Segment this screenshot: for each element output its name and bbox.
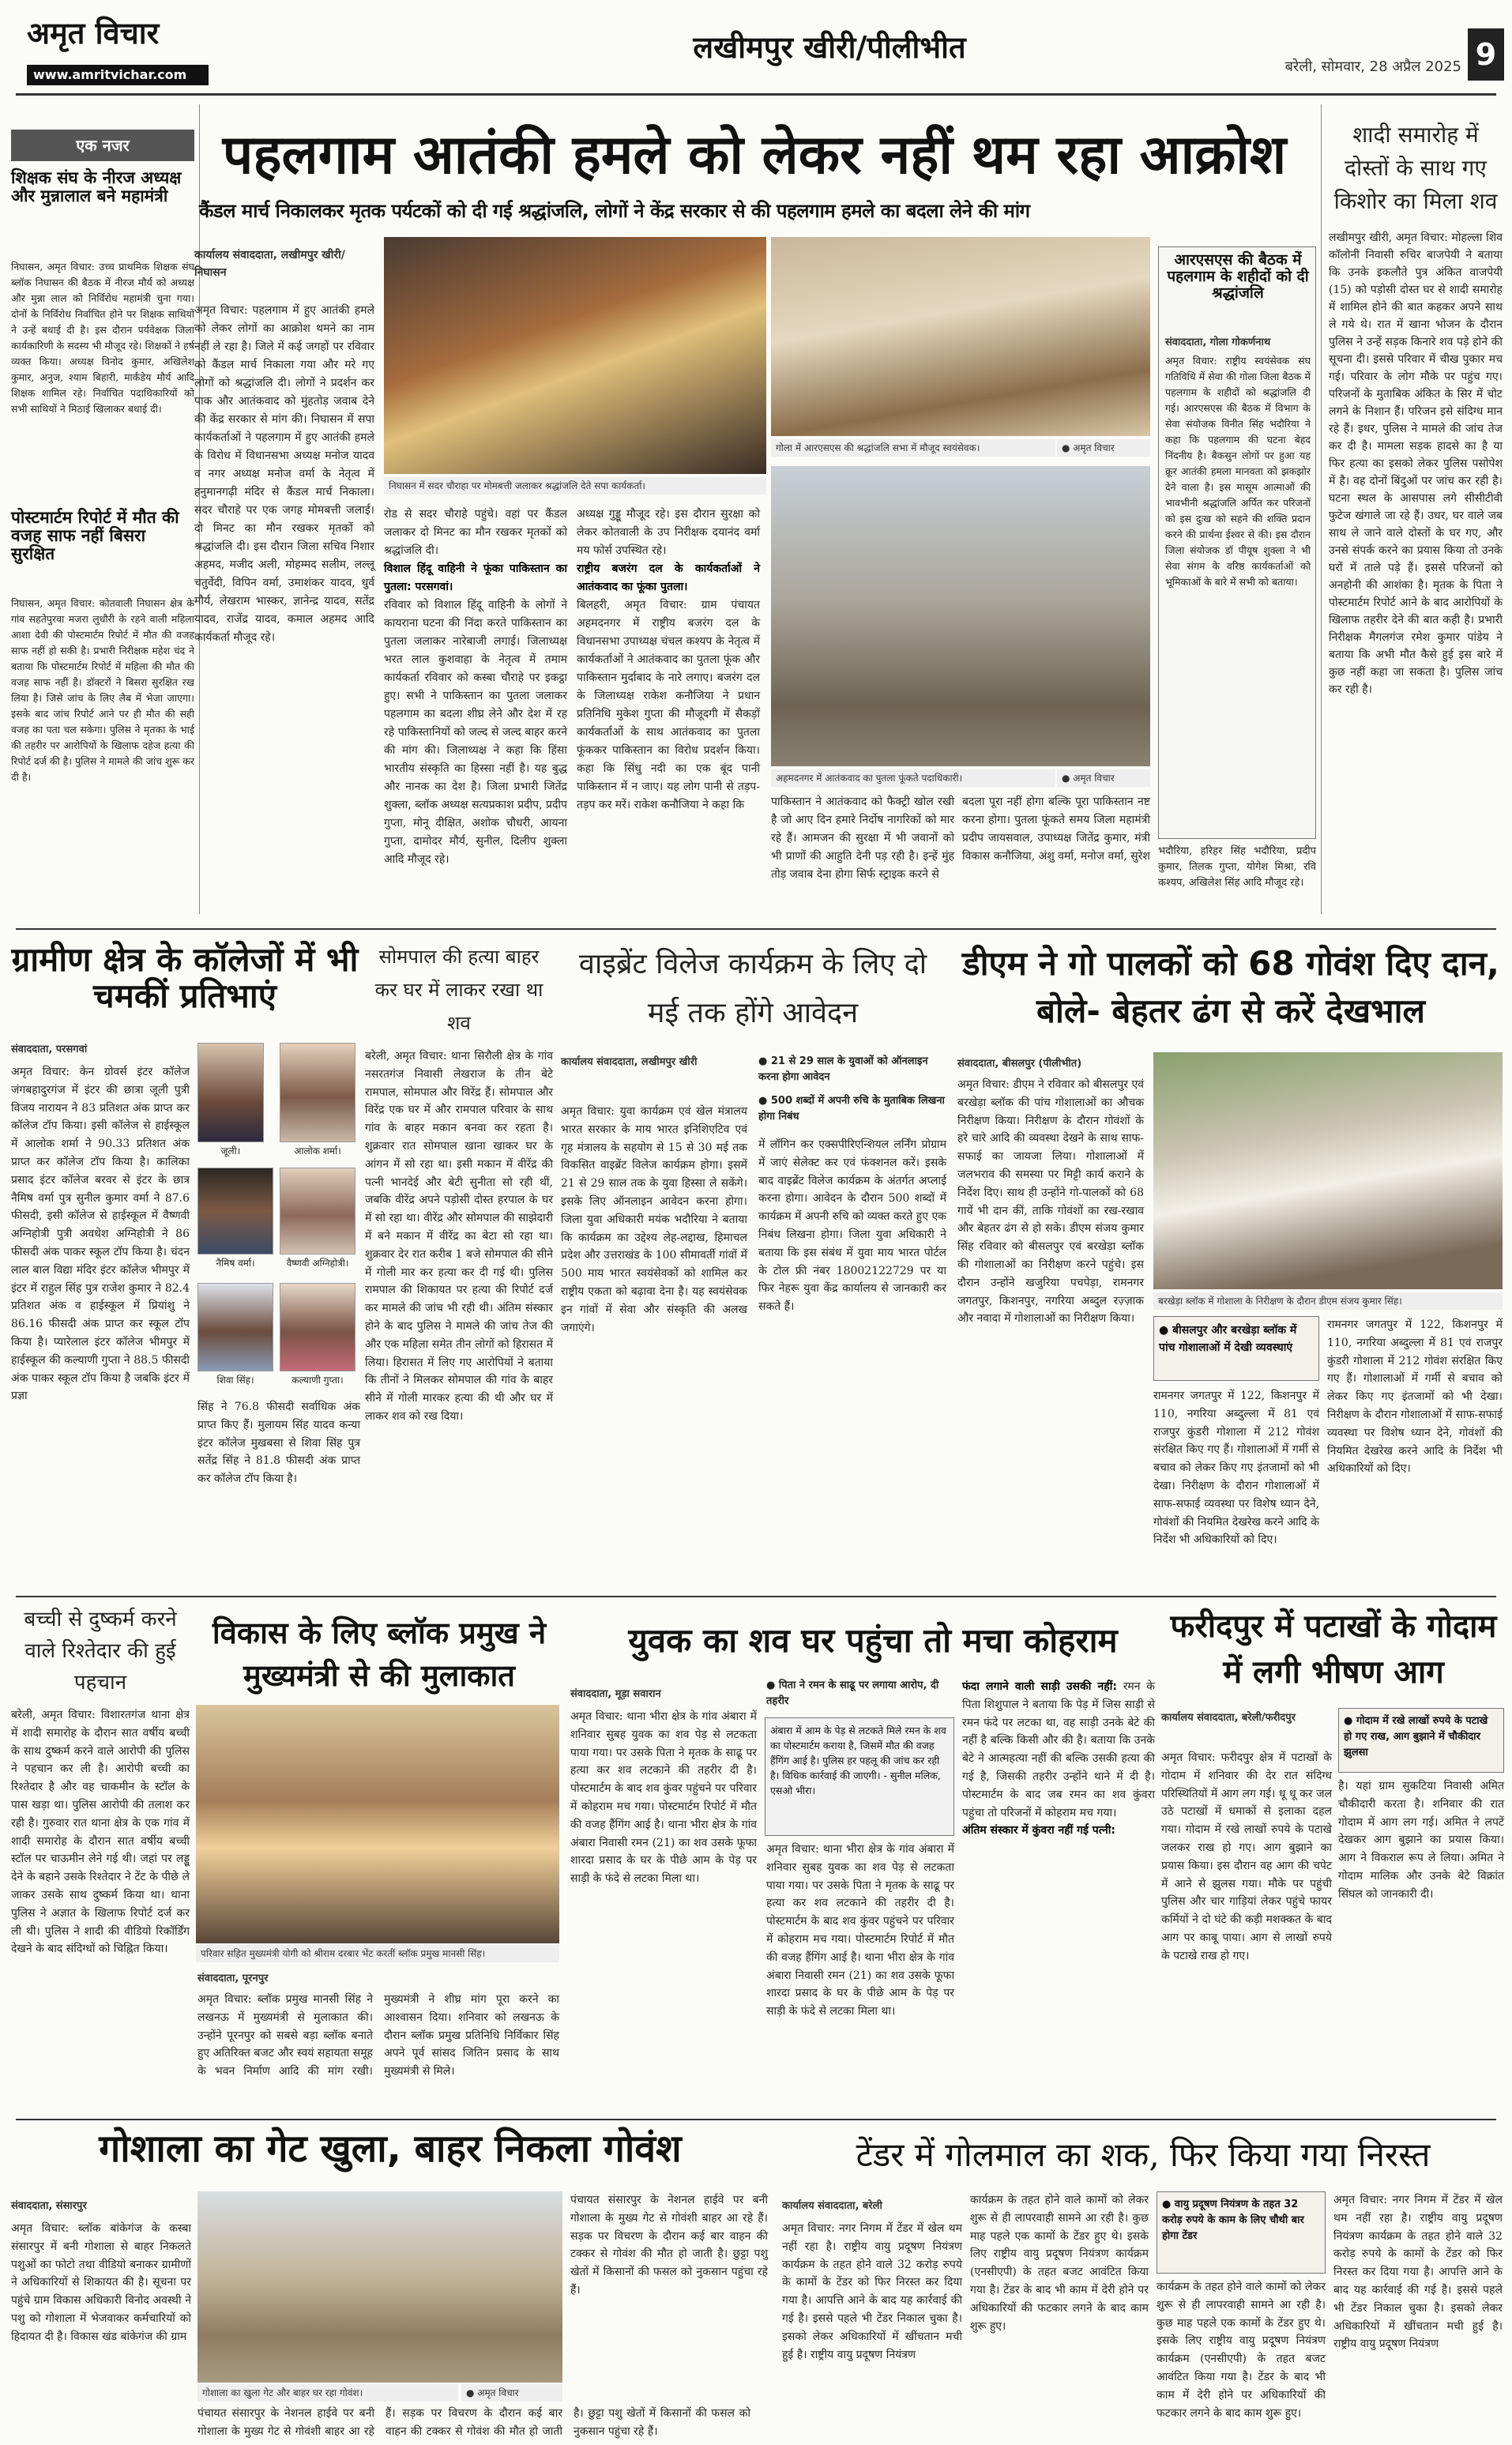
dm-cowshed-photo [1153,1052,1503,1289]
effigy-photo-caption: अहमदनगर में आतंकवाद का पुतला फूंकते पदाधिकारी। [771,769,1055,787]
rss-photo-caption: गोला में आरएसएस की श्रद्धांजलि सभा में मौजूद स्वयंसेवक। [771,439,1055,457]
youth-body-2 [962,1678,1155,2114]
lead-col2-text: रोड से सदर चौराहे पहुंचे। वहां पर कैंडल जलाकर दो मिनट का मौन रखकर मृतकों को श्रद्धांजलि दी। [384,508,567,557]
molest-body: बरेली, अमृत विचार: विशारतगंज थाना क्षेत्र में शादी समारोह के दौरान सात वर्षीय बच्ची के साथ दुष्कर्म करने वाले आरोपी की पुलिस ने पहचान कर ली है। आरोपी बच्ची का रिश्तेदार है और वह चाकमीन के स्टॉल के पास खड़ा था। पुलिस आरोपी की तलाश कर रही है। गुरुवार रात थाना क्षेत्र के एक गांव में शादी समारोह के दौरान सात वर्षीय बच्ची स्टॉल पर चाऊमीन लेने गई थी। जहां पर लड्डू देने के बहाने उसके रिश्तेदार ने टेंट के पीछे ले जाकर उसके साथ दुष्कर्म किया था। थाना पुलिस ने अज्ञात के खिलाफ रिपोर्ट दर्ज कर ली थी। पुलिस ने शादी की वीडियो रिकॉर्डिंग देखने के बाद संदिग्धों को चिह्नित किया। [11,1709,190,1956]
block-dateline: संवाददाता, पूरनपुर [197,1973,269,1984]
dm-cows-dateline: संवाददाता, बीसलपुर (पीलीभीत) [957,1058,1082,1070]
rss-box-body: अमृत विचार: राष्ट्रीय स्वयंसेवक संघ गतिविधि में सेवा की गोला जिला बैठक में पहलगाम के शहीदों को श्रद्धांजलि दी गई। आरएसएस की बैठक में विभाग के सेवा संयोजक विनीत सिंह भदौरिया ने कहा कि पहलगाम की घटना बेहद निंदनीय है। बैकसुन लोगों पर हुआ यह क्रूर आतंकी हमला मानवता को झकझोर देने वाला है। इस मासूम आत्माओं की भावभीनी श्रद्धांजलि अर्पित कर परिजनों को इस दुःख को सहने की शक्ति प्रदान करने की प्रार्थना ईश्वर से की। इस दौरान जिला संयोजक डॉ पीयूष शुक्ला ने भी सेवा संगम के वरिष्ठ कार्यकर्ताओं को भूमिकाओं के बारे में सभी को बताया। [1165,355,1311,588]
lead-dateline: कार्यालय संवाददाता, लखीमपुर खीरी/निघासन [194,249,345,279]
dm-cows-body-3-text: रामनगर जगतपुर में 122, किशनपुर में 110, नगरिया अब्दुल्ला में 81 एवं राजपुर कुंडरी गोशाला में 212 गोवंश संरक्षित किए गए हैं। गोशालाओं में गर्मी से बचाव को लेकर किए गए इंतजामों को भी देखा। निरीक्षण के दौरान गोशालाओं में साफ-सफाई व्यवस्था पर विशेष ध्यान देने, गोवंशों की नियमित देखरेख करने आदि के निर्देश भी अधिकारियों को दिए। [1327,1318,1503,1476]
vibrant-headline: वाइब्रेंट विलेज कार्यक्रम के लिए दो मई तक होंगे आवेदन [578,948,927,1029]
youth-bullet: ● पिता ने रमन के साढू पर लगाया आरोप, दी तहरीर [766,1680,939,1707]
dm-cowshed-caption: बरखेड़ा ब्लॉक में गोशाला के निरीक्षण के दौरान डीएम संजय कुमार सिंह। [1153,1292,1503,1310]
goshala-dateline: संवाददाता, संसारपुर [11,2200,87,2212]
vibrant-bullet-1: ● 21 से 29 साल के युवाओं को ऑनलाइन करना होगा आवेदन [758,1055,928,1083]
section-rule [16,928,1496,930]
tender-body-4-text: अमृत विचार: नगर निगम में टेंडर में खेल थम नहीं रहा है। राष्ट्रीय वायु प्रदूषण नियंत्रण कार्यक्रम के तहत होने वाले 32 करोड़ रुपये के कामों के टेंडर को फिर निरस्त कर दिया गया है। आपत्ति आने के बाद यह कार्रवाई की गई है। इससे पहले भी टेंडर निकाल चुका है। इसको लेकर अधिकारियों में खींचतान मची हुई है। राष्ट्रीय वायु प्रदूषण नियंत्रण [1333,2194,1503,2351]
fire-dateline: कार्यालय संवाददाता, बरेली/फरीदपुर [1161,1712,1296,1724]
right-story-headline: शादी समारोह में दोस्तों के साथ गए किशोर का मिला शव [1333,122,1498,214]
youth-body-2a [766,1841,954,2114]
goshala-photo-caption: गोशाला का खुला गेट और बाहर घर रहा गोवंश। [197,2384,458,2402]
tender-body-2: कार्यक्रम के तहत होने वाले कामों को लेकर शुरू से ही लापरवाही सामने आ रही है। कुछ माह पहले एक कामों के टेंडर हुए थे। इसके लिए राष्ट्रीय वायु प्रदूषण नियंत्रण कार्यक्रम (एनसीएपी) के तहत बजट आवंटित किया गया है। टेंडर के बाद भी काम में देरी होने पर अधिकारियों की फटकार लगने के बाद काम शुरू हुए। [970,2194,1149,2333]
lead-photo-candle-march [384,237,766,474]
block-chief-cm-photo [196,1705,559,1943]
website: www.amritvichar.com [27,65,209,85]
logo: अमृत विचार [27,16,160,51]
student-photo-alok [280,1043,355,1142]
effigy-burning-photo [771,466,1150,766]
goshala-headline: गोशाला का गेट खुला, बाहर निकला गोवंश [99,2127,682,2171]
lead-col3-subhead: राष्ट्रीय बजरंग दल के कार्यकर्ताओं ने आतंकवाद का फूंका पुतला। [577,562,760,593]
goshala-body-2: पंचायत संसारपुर के नेशनल हाईवे पर बनी गोशाला के मुख्य गेट से गोवंशी बाहर आ रहे हैं। सड़क पर विचरण के दौरान कई बार वाहन की टक्कर से गोवंश की मौत हो जाती है। छुट्टा पशु खेतों में किसानों की फसल को नुकसान पहुंचा रहे हैं। [197,2407,750,2438]
student-photo-shiva [197,1283,273,1371]
rss-meeting-photo [771,237,1150,436]
tender-body-3 [1157,2278,1326,2438]
student-name-shiva: शिवा सिंह। [216,1375,254,1386]
effigy-photo-credit: ● अमृत विचार [1057,769,1150,787]
goshala-gate-photo [197,2191,562,2383]
goshala-body-3-text: पंचायत संसारपुर के नेशनल हाईवे पर बनी गोशाला के मुख्य गेट से गोवंशी बाहर आ रहे हैं। सड़क पर विचरण के दौरान कई बार वाहन की टक्कर से गोवंश की मौत हो जाती है। छुट्टा पशु खेतों में किसानों की फसल को नुकसान पहुंचा रहे हैं। [570,2194,768,2296]
brief-headline-1: शिक्षक संघ के नीरज अध्यक्ष और मुन्नालाल बने महामंत्री [11,168,182,206]
tender-dateline: कार्यालय संवाददाता, बरेली [782,2200,882,2212]
right-story-body: लखीमपुर खीरी, अमृत विचार: मोहल्ला शिव कॉलोनी निवासी रुचिर बाजपेयी ने बताया कि उनके इकलौते पुत्र अंकित वाजपेयी (15) को पड़ोसी दोस्त घर से शादी समारोह में शामिल होने की बात कहकर अपने साथ ले गये थे। रात में खाना भोजन के दौरान पुलिस ने उन्हें सड़क किनारे शव पड़े होने की सूचना दी। इससे परिवार में चीख पुकार मच गई। परिवार के लोग मौके पर पहुंच गए। परिजनों के मुताबिक अंकित के सिर में चोट लगने के निशान हैं। परिजन इसे संदिग्ध मान रहे हैं। इधर, पुलिस ने मामले की जांच तेज कर दी है। मामला सड़क हादसे का है या फिर हत्या का इसको लेकर पुलिस पसोपेश में है। वह दोनों बिंदुओं पर जांच कर रही है। घटना स्थल के आसपास लगे सीसीटीवी फुटेज खंगाले जा रहे हैं। उधर, घर वाले जब साथ ले जाने वाले दोस्तों के घर गए, और उनसे संपर्क करने का प्रयास किया तो उनके घरों में ताले पड़े हैं। इससे परिजनों को अनहोनी की आशंका है। मृतक के पिता ने पोस्टमार्टम रिपोर्ट आने के बाद आरोपियों के खिलाफ तहरीर देने की बात कही है। प्रभारी निरीक्षक मैगलगंज रमेश कुमार पांडेय ने बताया कि अभी मौत कैसे हुई इस बारे में कुछ नहीं कहा जा सकता है। पुलिस जांच कर रही है। [1329,231,1503,696]
tender-body-4 [1333,2191,1503,2438]
student-name-vaishnavi: वैष्णवी अग्निहोत्री। [286,1258,349,1269]
section-rule [16,2119,1496,2120]
ek-nazar-column [11,104,194,910]
dm-cows-body-3 [1327,1316,1503,1589]
lead-col2-text-b: रविवार को विशाल हिंदू वाहिनी के लोगों ने कायराना घटना की निंदा करते पाकिस्तान का पुतला जलाकर नारेबाजी लगाई। जिलाध्यक्ष भरत लाल कुशवाहा के नेतृत्व में तमाम कार्यकर्ता रविवार को कस्बा चौराहे पर इकट्ठा हुए। सभी ने पाकिस्तान का पुतला जलाकर पहलगाम का बदला शीघ्र लेने और देश में रह रहे पाकिस्तानियों को जल्द से जल्द बाहर करने की मांग की। जिलाध्यक्ष ने कहा कि हिंसा भारतीय संस्कृति का हिस्सा नहीं है। यह बुद्ध और नानक का देश है। जिला प्रभारी जितेंद्र शुक्ला, ब्लॉक अध्यक्ष सत्यप्रकाश प्रदीप, प्रदीप गुप्ता, मोनू दीक्षित, अशोक चौधरी, आयना गुप्ता, दामोदर मौर्य, सुनील, दिलीप शुक्ला आदि मौजूद रहे। [384,599,567,866]
sompal-headline: सोमपाल की हत्या बाहर कर घर में लाकर रखा था शव [374,946,543,1034]
student-name-kalyani: कल्याणी गुप्ता। [291,1375,344,1386]
student-photo-juli [197,1043,264,1142]
youth-body-2-text: रमन के पिता शिशुपाल ने बताया कि पेड़ में जिस साड़ी से रमन फंदे पर लटका था, वह साड़ी उनके बेटे की नहीं है बल्कि किसी और की है। बताया कि उनके बेटे ने आत्महत्या नहीं की बल्कि उसकी हत्या की गई है, जिसकी तहरीर उन्होंने थाने में दी है। पोस्टमार्टम के बाद जब रमन का शव कुंवरा पहुंचा तो परिजनों में कोहराम मच गया। [962,1680,1156,1819]
lead-column-2 [384,506,567,924]
lead-column-4: पाकिस्तान ने आतंकवाद को फैक्ट्री खोल रखी है जो आए दिन हमारे निर्दोष नागरिकों को मार रहे हैं। आमजन की सुरक्षा में भी जवानों को भी प्राणों की आहुति देनी पड़ रही है। इन्हें मुंह तोड़ जवाब देना होगा सिर्फ स्ट्राइक करने से [771,796,954,881]
block-body: अमृत विचार: ब्लॉक प्रमुख मानसी सिंह ने लखनऊ में मुख्यमंत्री से मुलाकात की। उन्होंने पूरनपुर को सबसे बड़ा ब्लॉक बनाते हुए अतिरिक्त बजट और स्वयं सहायता समूह के भवन निर्माण आदि की मांग रखी। मुख्यमंत्री ने शीघ्र मांग पूरा करने का आश्वासन दिया। शनिवार को लखनऊ के दौरान ब्लॉक प्रमुख प्रतिनिधि निर्विकार सिंह अपने पूर्व सांसद जितिन प्रसाद के साथ मुख्यमंत्री से मिले। [197,1993,559,2078]
edition-title: लखीमपुर खीरी/पीलीभीत [693,30,966,65]
rss-box-tail: भदौरिया, हरिहर सिंह भदौरिया, प्रदीप कुमार, तिलक गुप्ता, योगेश मिश्रा, रवि कश्यप, अखिलेश सिंह आदि मौजूद रहे। [1158,845,1316,889]
lead-headline: पहलगाम आतंकी हमले को लेकर नहीं थम रहा आक्रोश [222,124,1287,186]
lead-column-3 [577,506,760,924]
student-photo-vaishnavi [280,1168,355,1254]
lead-photo-caption-1: निघासन में सदर चौराहा पर मोमबत्ती जलाकर श्रद्धांजलि देते सपा कार्यकर्ता। [384,477,766,495]
dm-cows-body: अमृत विचार: डीएम ने रविवार को बीसलपुर एवं बरखेड़ा ब्लॉक की पांच गोशालाओं का औचक निरीक्षण किया। निरीक्षण के दौरान गोवंशों के हरे चारे आदि की व्यवस्था देखने के साथ साफ-सफाई का जायजा लिया। गोशालाओं में जलभराव की समस्या पर मिट्टी कार्य कराने के निर्देश दिए। साथ ही उन्होंने गो-पालकों को 68 गायें भी दान कीं, ताकि गोवंशों का रख-रखाव और बेहतर ढंग से हो सके। डीएम संजय कुमार सिंह रविवार को बीसलपुर एवं बरखेड़ा ब्लॉक की गोशालाओं का निरीक्षण करने पहुंचे। इस दौरान उन्होंने खजुरिया पचपेड़ा, रामनगर जगतपुर, किशनपुर, नगरिया अब्दुल रज़्ज़ाक और नवादा में गोशालाओं का निरीक्षण किया। [957,1078,1144,1326]
vibrant-body-2: में लॉगिन कर एक्सपीरिएन्शियल लर्निंग प्रोग्राम में जाएं सेलेक्ट कर एवं फंक्शनल करें। इसके बाद वाइब्रेंट विलेज कार्यक्रम के अंतर्गत अप्लाई करना होगा। आवेदन के दौरान 500 शब्दों में कार्यक्रम में अपनी रुचि को व्यक्त करते हुए एक निबंध लिखना होगा। जिला युवा अधिकारी ने बताया कि इस संबंध में युवा माय भारत पोर्टल के टोल फ्री नंबर 18002122729 पर या फिर नेहरू युवा केंद्र कार्यालय से जानकारी कर सकते हैं। [758,1138,946,1314]
rss-box [1158,246,1316,839]
section-rule [16,1596,1496,1597]
vibrant-dateline: कार्यालय संवाददाता, लखीमपुर खीरी [561,1056,698,1068]
tender-body-3-text: कार्यक्रम के तहत होने वाले कामों को लेकर शुरू से ही लापरवाही सामने आ रही है। कुछ माह पहले एक कामों के टेंडर हुए थे। इसके लिए राष्ट्रीय वायु प्रदूषण नियंत्रण कार्यक्रम (एनसीएपी) के तहत बजट आवंटित किया गया है। टेंडर के बाद भी काम में देरी होने पर अधिकारियों की फटकार लगने के बाद काम शुरू हुए। [1157,2281,1326,2420]
vibrant-bullet-2: ● 500 शब्दों में अपनी रुचि के मुताबिक लिखना होगा निबंध [758,1095,945,1123]
block-photo-caption: परिवार सहित मुख्यमंत्री योगी को श्रीराम दरबार भेंट करतीं ब्लॉक प्रमुख मानसी सिंह। [196,1945,559,1962]
student-photo-naimish [197,1168,273,1254]
masthead-rule [16,93,1496,96]
issue-date: बरेली, सोमवार, 28 अप्रैल 2025 [1284,58,1461,75]
dm-cows-body-2: रामनगर जगतपुर में 122, किशनपुर में 110, नगरिया अब्दुल्ला में 81 एवं राजपुर कुंडरी गोशाला में 212 गोवंश संरक्षित किए गए हैं। गोशालाओं में गर्मी से बचाव को लेकर किए गए इंतजामों को भी देखा। निरीक्षण के दौरान गोशालाओं में साफ-सफाई व्यवस्था पर विशेष ध्यान देने, गोवंशों की नियमित देखरेख करने आदि के निर्देश भी अधिकारियों को दिए। [1153,1390,1319,1547]
tender-box: ● वायु प्रदूषण नियंत्रण के तहत 32 करोड़ रुपये के काम के लिए चौथी बार होगा टेंडर [1157,2191,1326,2274]
student-name-juli: जूली। [220,1145,241,1157]
block-headline: विकास के लिए ब्लॉक प्रमुख ने मुख्यमंत्री से की मुलाकात [212,1616,547,1693]
vibrant-body: अमृत विचार: युवा कार्यक्रम एवं खेल मंत्रालय भारत सरकार के माय भारत इनिशिएटिव एवं गृह मंत्रालय के सहयोग से 15 से 30 मई तक विकसित वाइब्रेंट विलेज कार्यक्रम होगा। इसमें 21 से 29 साल तक के युवा हिस्सा ले सकेंगे। इसके लिए ऑनलाइन आवेदन करना होगा। जिला युवा अधिकारी मयंक भदौरिया ने बताया कि कार्यक्रम का उद्देश्य लेह-लद्दाख, हिमाचल प्रदेश और उत्तराखंड के 100 सीमावर्ती गांवों में 500 माय भारत स्वयंसेवकों को शामिल कर राष्ट्रीय एकता को बढ़ावा देना है। यह स्वयंसेवक इन गांवों में सेवा और संस्कृति की अलख जगाएंगे। [561,1105,747,1334]
lead-col2-subhead: विशाल हिंदू वाहिनी ने फूंका पाकिस्तान का पुतला: परसगवां। [384,562,567,593]
youth-quote: अंबारा में आम के पेड़ से लटकते मिले रमन के शव का पोस्टमार्टम कराया है, जिसमें मौत की वजह हैंगिंग आई है। पुलिस हर पहलू की जांच कर रही है। विधिक कार्रवाई की जाएगी। - सुनील मलिक, एसओ भीरा। [765,1717,954,1836]
fire-box: ● गोदाम में रखे लाखों रुपये के पटाखे हो गए राख, आग बुझाने में चौकीदार झुलसा [1338,1708,1504,1773]
brief-body-1: निघासन, अमृत विचार: उच्च प्राथमिक शिक्षक संघ ब्लॉक निघासन की बैठक में नीरज मौर्य को अध्यक्ष और मुन्ना लाल को निर्विरोध महामंत्री चुना गया। दोनों के निर्विरोध निर्वाचित होने पर शिक्षक साथियों ने उन्हें बधाई दी है। इस दौरान पर्यवेक्षक जिला कार्यकारिणी के सदस्य भी मौजूद रहे। शिक्षकों ने हर्ष व्यक्त किया। अध्यक्ष विनोद कुमार, अखिलेश कुमार, अनुज, श्याम बिहारी, मार्कंडेय मौर्य आदि शिक्षक शामिल रहे। निर्वाचित पदाधिकारियों को सभी साथियों ने मिठाई खिलाकर बधाई दी। [11,261,194,415]
sompal-body: बरेली, अमृत विचार: थाना सिरौली क्षेत्र के गांव नसरतगंज निवासी लेखराज के तीन बेटे रामपाल, सोमपाल और विरेंद्र हैं। सोमपाल और विरेंद्र एक घर में और रामपाल परिवार के साथ गांव के बाहर मकान बनवा कर रहता है। शुक्रवार रात सोमपाल खाना खाकर घर के आंगन में सो रहा था। इसी मकान में वीरेंद्र की पत्नी भानदेई और बेटी सुनीता सो रही थीं, जबकि वीरेंद्र अपने पड़ोसी दोस्त हरपाल के घर में सो रहा था। वीरेंद्र और सोमपाल की साझेदारी में बने मकान में वीरेंद्र का बेटा सो रहा था। शुक्रवार देर रात करीब 1 बजे सोमपाल की सीने में गोली मार कर हत्या कर दी गई थी। पुलिस रामपाल की शिकायत पर हत्या की रिपोर्ट दर्ज कर मामले की जांच भी रही थी। अंतिम संस्कार होने के बाद पुलिस ने मामले की जांच तेज की और एक महिला समेत तीन लोगों को हिरासत में लिया। हिरासत में लिए गए आरोपियों ने बताया कि तीनों ने मिलकर सोमपाल की गांव के बाहर सीने में गोली मारकर हत्या की थी और घर में लाकर शव को रख दिया। [365,1050,553,1423]
youth-headline: युवक का शव घर पहुंचा तो मचा कोहराम [628,1621,1118,1660]
goshala-photo-credit: ● अमृत विचार [461,2384,562,2402]
masthead [0,0,1512,95]
youth-subhead-1: फंदा लगाने वाली साड़ी उसकी नहीं: [962,1680,1117,1693]
tender-headline: टेंडर में गोलमाल का शक, फिर किया गया निरस्त [856,2135,1431,2174]
ek-nazar-label: एक नजर [11,130,194,161]
lead-column-1: अमृत विचार: पहलगाम में हुए आतंकी हमले को लेकर लोगों का आक्रोश थमने का नाम नहीं ले रहा है। जिले में कई जगहों पर रविवार को कैंडल मार्च निकाला गया और मरे गए लोगों को श्रद्धांजलि दी। लोगों ने प्रदर्शन कर पाक और आतंकवाद को मुंहतोड़ जवाब देने की केंद्र सरकार से मांग की। निघासन में सपा कार्यकर्ताओं ने पहलगाम में हुए आतंकी हमले के विरोध में विधानसभा अध्यक्ष मनोज यादव व नगर अध्यक्ष मनोज वर्मा के नेतृत्व में हनुमानगढ़ी मंदिर से कैंडल मार्च निकाला। सदर चौराहे पर एक जगह मोमबत्ती जलाई। दो मिनट का मौन रखकर मृतकों को श्रद्धांजलि दी। इस दौरान जिला सचिव निशार अहमद, मजीद अली, मोहम्मद सलीम, ल‍ल्लू चतुर्वेदी, विपिन वर्मा, उमाशंकर यादव, धुर्व मौर्य, लेखराम भास्कर, ज्ञानेन्द्र यादव, सतेंद्र यादव, राजेंद्र यादव, कमाल अहमद आदि कार्यकर्ता मौजूद रहे। [194,304,374,644]
colleges-headline: ग्रामीण क्षेत्र के कॉलेजों में भी चमकीं प्रतिभाएं [11,940,359,1016]
molest-headline: बच्ची से दुष्कर्म करने वाले रिश्तेदार की हुई पहचान [24,1608,177,1695]
colleges-body-2: सिंह ने 76.8 फीसदी सर्वाधिक अंक प्राप्त किए हैं। मुलायम सिंह यादव कन्या इंटर कॉलेज मुखबसा से शिवा सिंह पुत्र सतेंद्र सिंह ने 81.8 फीसदी अंक प्राप्त कर कॉलेज टॉप किया है। [197,1401,360,1486]
lead-col3-text-b: बिलहरी, अमृत विचार: ग्राम पंचायत अहमदनगर में राष्ट्रीय बजरंग दल के विधानसभा उपाध्यक्ष चंचल कश्यप के नेतृत्व में कार्यकर्ताओं ने आतंकवाद का पुतला फूंक और पाकिस्तान मुर्दाबाद के नारे लगाए। बजरंग दल के जिलाध्यक्ष राकेश कनौजिया ने प्रधान प्रतिनिधि मुकेश गुप्ता की मौजूदगी में सैकड़ों कार्यकर्ताओं के साथ आतंकवाद का पुतला फूंककर पाकिस्तान का विरोध प्रदर्शन किया। कहा कि सिंधु नदी का एक बूंद पानी पाकिस्तान में न जाए। यह लोग पानी से तड़प-तड़प कर मरें। राकेश कनौजिया ने कहा कि [577,599,760,811]
youth-body-2a-text: अमृत विचार: थाना भीरा क्षेत्र के गांव अंबारा में शनिवार सुबह युवक का शव पेड़ से लटकता पाया गया। पर उसके पिता ने मृतक के साढू पर हत्या कर शव लटकाने की तहरीर दी है। पोस्टमार्टम के बाद शव कुंवर पहुंचने पर परिवार में कोहराम मच गया। पोस्टमार्टम रिपोर्ट में मौत की वजह हैंगिंग आई है। थाना भीरा क्षेत्र के गांव अंबारा निवासी रमन (21) का शव उसके फूफा शारदा प्रसाद के घर के पीछे आम के पेड़ पर साड़ी के फंदे से लटका मिला था। [766,1843,954,2018]
youth-body: अमृत विचार: थाना भीरा क्षेत्र के गांव अंबारा में शनिवार सुबह युवक का शव पेड़ से लटकता पाया गया। पर उसके पिता ने मृतक के साढू पर हत्या कर शव लटकाने की तहरीर दी है। पोस्टमार्टम के बाद शव कुंवर पहुंचने पर परिवार में कोहराम मच गया। पोस्टमार्टम रिपोर्ट में मौत की वजह हैंगिंग आई है। थाना भीरा क्षेत्र के गांव अंबारा निवासी रमन (21) का शव उसके फूफा शारदा प्रसाद के घर के पीछे आम के पेड़ पर साड़ी के फंदे से लटका मिला था। [570,1710,757,1886]
dm-cows-headline: डीएम ने गो पालकों को 68 गोवंश दिए दान, बोले- बेहतर ढंग से करें देखभाल [962,944,1499,1030]
colleges-body: अमृत विचार: केन ग्रोवर्स इंटर कॉलेज जंगबहादुरगंज में इंटर की छात्रा जूली पुत्री विजय नारायन ने 83 प्रतिशत अंक प्राप्त कर कॉलेज टॉप किया। इसी कॉलेज से हाईस्कूल में आलोक शर्मा ने 90.33 प्रतिशत अंक प्राप्त कर कॉलेज टॉप किया है। कालिका प्रसाद इंटर कॉलेज बरवर से इंटर के छात्र नैमिष वर्मा पुत्र सुनील कुमार वर्मा ने 87.6 फीसदी, इसी कॉलेज से हाईस्कूल में वैष्णवी अग्निहोत्री पुत्री अवधेश अग्निहोत्री ने 86 फीसदी अंक पाकर स्कूल टॉप किया है। चंदन लाल बाल विद्या मंदिर इंटर कॉलेज भीमपुर में इंटर में राहुल सिंह पुत्र राजेश कुमार ने 82.4 प्रतिशत अंक व हाईस्कूल में प्रियांशु ने 86.16 फीसदी अंक प्राप्त कर स्कूल टॉप किया है। प्यारेलाल इंटर कॉलेज भीमपुर में हाईस्कूल की कल्याणी गुप्ता ने 88.5 फीसदी अंक पाकर स्कूल टॉप किया है जबकि इंटर में प्रज्ञा [11,1066,190,1403]
student-photo-kalyani [280,1283,355,1371]
rss-photo-credit: ● अमृत विचार [1057,439,1150,457]
lead-column-5: बदला पूरा नहीं होगा बल्कि पूरा पाकिस्तान नष्ट करना होगा। पुतला फूंकते समय जिला महामंत्री प्रदीप जायसवाल, उपाध्यक्ष जितेंद्र कुमार, मंत्री विकास कनौजिया, अंशु वर्मा, मनोज वर्मा, सुरेश [962,796,1150,863]
rss-box-headline: आरएसएस की बैठक में पहलगाम के शहीदों को दी श्रद्धांजलि [1167,251,1309,302]
student-name-naimish: नैमिष वर्मा। [216,1258,255,1269]
youth-subhead-2: अंतिम संस्कार में कुंवरा नहीं गई पत्नी: [962,1824,1116,1838]
lead-subhead: कैंडल मार्च निकालकर मृतक पर्यटकों को दी गई श्रद्धांजलि, लोगों ने केंद्र सरकार से की पहलगाम हमले का बदला लेने की मांग [199,200,1030,222]
tender-body: अमृत विचार: नगर निगम में टेंडर में खेल थम नहीं रहा है। राष्ट्रीय वायु प्रदूषण नियंत्रण कार्यक्रम के तहत होने वाले 32 करोड़ रुपये के कामों के टेंडर को फिर निरस्त कर दिया गया है। आपत्ति आने के बाद यह कार्रवाई की गई है। इससे पहले भी टेंडर निकाल चुका है। इसको लेकर अधिकारियों में खींचतान मची हुई है। राष्ट्रीय वायु प्रदूषण नियंत्रण [782,2222,962,2361]
fire-body-2: है। यहां ग्राम सुकटिया निवासी अमित चौकीदारी करता है। शनिवार की रात गोदाम में आग लग गई। अमित ने लपटें देखकर आग बुझाने का प्रयास किया। आग ने विकराल रूप ले लिया। अमित ने गोदाम मालिक और उनके बेटे विक्रांत सिंघल को जानकारी दी। [1338,1780,1504,1901]
goshala-body-3 [570,2191,768,2438]
youth-dateline: संवाददाता, मूड़ा सवारान [570,1688,661,1700]
fire-body: अमृत विचार: फरीदपुर क्षेत्र में पटाखों के गोदाम में शनिवार की देर रात संदिग्ध परिस्थितियों में आग लग गई। धू धू कर जल उठे पटाखों में धमाकों से इलाका दहल गया। गोदाम में रखे लाखों रुपये के पटाखे जलकर राख हो गए। आग बुझाने का प्रयास किया। इस दौरान वह आग की चपेट में आने से झुलस गया। मौके पर पहुंची पुलिस और चार गाड़ियां लेकर पहुंचे फायर कर्मियों ने दो घंटे की कड़ी मशक्कत के बाद आग पर काबू पाया। आग से लाखों रुपये के पटाखे राख हो गए। [1161,1751,1332,1962]
dm-cows-box: ● बीसलपुर और बरखेड़ा ब्लॉक में पांच गोशालाओं में देखी व्यवस्थाएं [1153,1316,1319,1381]
page-number: 9 [1468,28,1504,81]
rss-box-dateline: संवाददाता, गोला गोकर्णनाथ [1165,337,1271,348]
brief-headline-2: पोस्टमार्टम रिपोर्ट में मौत की वजह साफ नहीं बिसरा सुरक्षित [11,508,179,564]
column-divider [1321,104,1322,914]
colleges-dateline: संवाददाता, परसगवां [11,1044,88,1055]
brief-body-2: निघासन, अमृत विचार: कोतवाली निघासन क्षेत्र के गांव सहतेपुरवा मजरा लुधौरी के रहने वाली महिला आशा देवी की पोस्टमार्टम रिपोर्ट में मौत की वजह साफ नहीं हो सकी है। प्रभारी निरीक्षक महेश चंद ने बताया कि पोस्टमार्टम रिपोर्ट में महिला की मौत की वजह साफ नहीं है। डॉक्टरों ने बिसरा सुरक्षित रख लिया है। जिसे जांच के लिए लैब में भेजा जाएगा। इसके बाद जांच रिपोर्ट आने पर ही मौत की सही वजह का पता चल सकेगा। पुलिस ने मृतका के भाई की तहरीर पर आरोपियों के खिलाफ दहेज हत्या की रिपोर्ट दर्ज की है। पुलिस ने मामले की जांच शुरू कर दी है। [11,597,194,783]
lead-col3-text: अध्यक्ष गुड्डू मौजूद रहे। इस दौरान सुरक्षा को लेकर कोतवाली के उप निरीक्षक दयानंद वर्मा मय फोर्स उपस्थित रहे। [577,508,760,557]
goshala-body: अमृत विचार: ब्लॉक बांकेगंज के कस्बा संसारपुर में बनी गोशाला से बाहर निकलते पशुओं का फोटो तथा वीडियो बनाकर ग्रामीणों ने अधिकारियों से शिकायत की है। सूचना पर पहुंचे ग्राम विकास अधिकारी विनोद अवस्थी ने पशु को गोशाला में भेजवाकर कर्मचारियों को हिदायत दी है। विकास खंड बांकेगंज की ग्राम [11,2222,191,2343]
fire-headline: फरीदपुर में पटाखों के गोदाम में लगी भीषण आग [1170,1608,1497,1691]
student-name-alok: आलोक शर्मा। [294,1145,341,1157]
